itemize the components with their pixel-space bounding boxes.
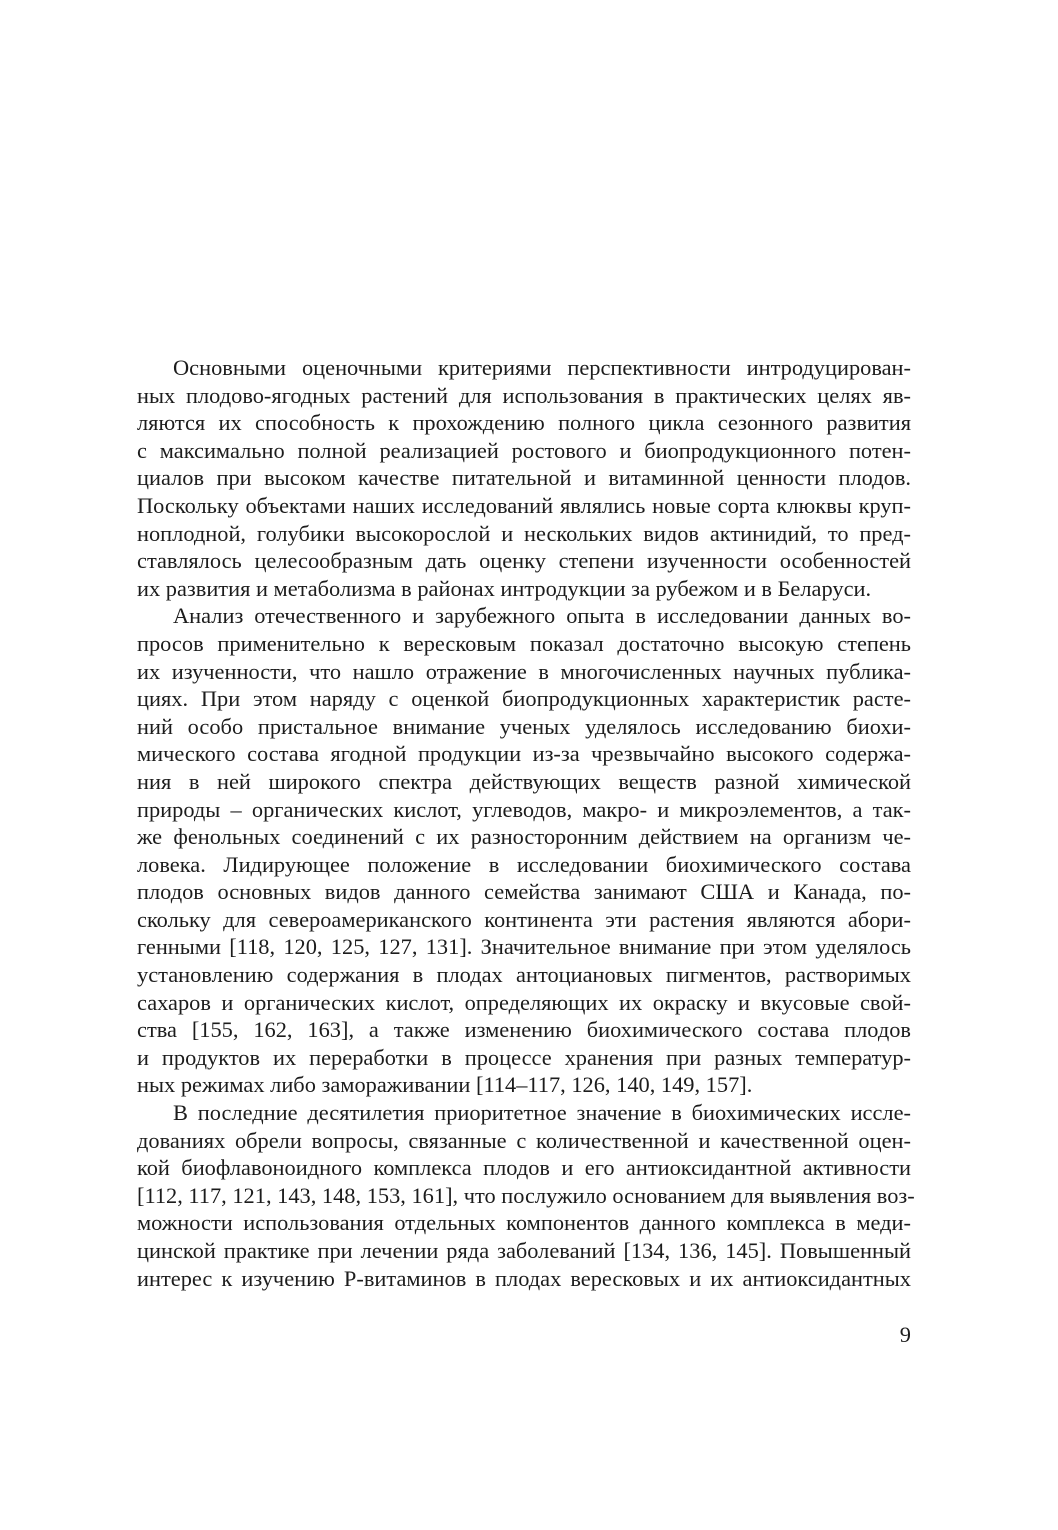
text-line: природы – органических кислот, углеводов, макро- и микроэлементов, а так- (137, 796, 911, 822)
text-line: сахаров и органических кислот, определяющих их окраску и вкусовые свой- (137, 989, 911, 1015)
text-line: можности использования отдельных компонентов данного комплекса в меди- (137, 1210, 911, 1236)
text-line: [112, 117, 121, 143, 148, 153, 161], что послужило основанием для выявления воз- (137, 1182, 915, 1208)
text-line: Основными оценочными критериями перспективности интродуцирован- (173, 355, 911, 380)
text-line: ства [155, 162, 163], а также изменению биохимического состава плодов (137, 1017, 911, 1043)
text-line: генными [118, 120, 125, 127, 131]. Значительное внимание при этом уделялось (137, 934, 911, 960)
text-line: установлению содержания в плодах антоциановых пигментов, растворимых (137, 962, 911, 988)
text-line: интерес к изучению Р-витаминов в плодах вересковых и их антиоксидантных (137, 1265, 911, 1291)
page-number: 9 (899, 1322, 911, 1347)
text-line: циалов при высоком качестве питательной и витаминной ценности плодов. (137, 465, 911, 491)
text-line: просов применительно к вересковым показал достаточно высокую степень (137, 630, 911, 656)
text-line: кой биофлавоноидного комплекса плодов и его антиоксидантной активности (137, 1155, 911, 1181)
text-line: ловека. Лидирующее положение в исследовании биохимического состава (137, 851, 911, 877)
text-line: ния в ней широкого спектра действующих веществ разной химической (137, 768, 911, 794)
text-line: циях. При этом наряду с оценкой биопродукционных характеристик расте- (137, 686, 911, 712)
text-line: ляются их способность к прохождению полного цикла сезонного развития (137, 410, 911, 436)
text-line: скольку для североамериканского континента эти растения являются абори- (137, 906, 911, 932)
text-line: ноплодной, голубики высокорослой и нескольких видов актинидий, то пред- (137, 520, 911, 546)
body-text (137, 354, 915, 1292)
text-line: же фенольных соединений с их разносторонним действием на организм че- (137, 824, 911, 850)
text-line: Анализ отечественного и зарубежного опыта в исследовании данных во- (173, 603, 911, 629)
text-line: В последние десятилетия приоритетное значение в биохимических иссле- (173, 1100, 911, 1126)
text-line: их развития и метаболизма в районах интродукции за рубежом и в Беларуси. (137, 575, 872, 601)
paragraph-2 (137, 602, 911, 1099)
text-line: Поскольку объектами наших исследований являлись новые сорта клюквы круп- (137, 492, 911, 518)
paragraph-1 (137, 354, 911, 602)
text-line: ставлялось целесообразным дать оценку степени изученности особенностей (137, 548, 911, 574)
text-line: плодов основных видов данного семейства занимают США и Канада, по- (137, 879, 911, 905)
text-line: ных режимах либо замораживании [114–117, 126, 140, 149, 157]. (137, 1072, 753, 1098)
text-line: ний особо пристальное внимание ученых уделялось исследованию биохи- (137, 713, 911, 739)
text-line: дованиях обрели вопросы, связанные с количественной и качественной оцен- (137, 1127, 911, 1153)
text-line: ных плодово-ягодных растений для использования в практических целях яв- (137, 382, 911, 408)
text-line: цинской практике при лечении ряда заболеваний [134, 136, 145]. Повышенный (137, 1238, 911, 1263)
text-line: с максимально полной реализацией ростового и биопродукционного потен- (137, 437, 911, 463)
text-line: и продуктов их переработки в процессе хранения при разных температур- (137, 1044, 911, 1070)
text-line: мического состава ягодной продукции из-за чрезвычайно высокого содержа- (137, 741, 911, 767)
paragraph-3 (137, 1099, 915, 1292)
text-line: их изученности, что нашло отражение в многочисленных научных публика- (137, 658, 911, 684)
